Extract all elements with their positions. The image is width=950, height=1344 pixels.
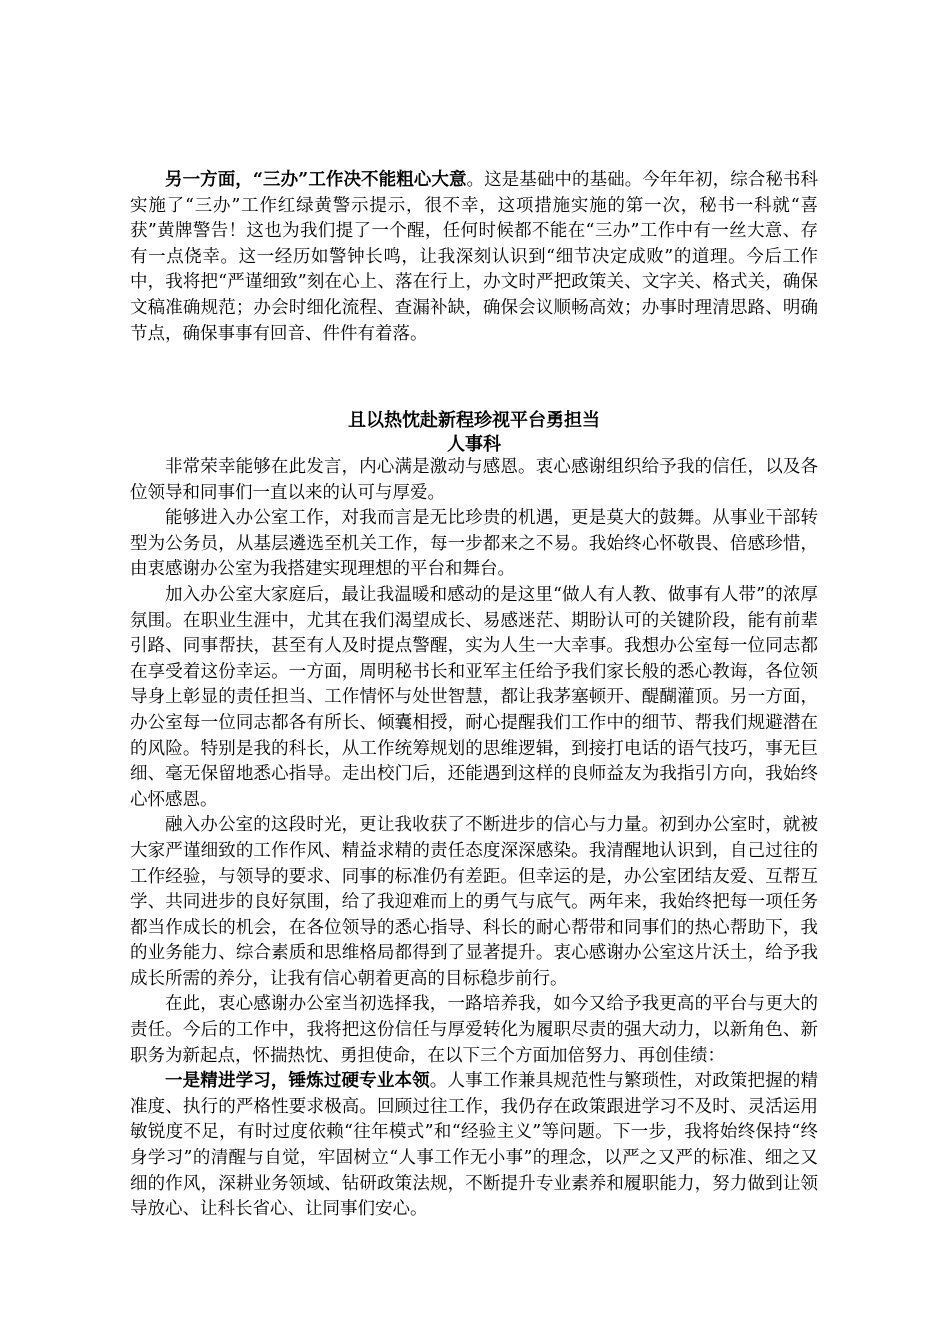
section-one	[130, 168, 818, 347]
paragraph-three-office-caution	[130, 168, 818, 347]
paragraph-point-one	[130, 1069, 818, 1223]
paragraph-opportunity: 能够进入办公室工作，对我而言是无比珍贵的机遇，更是莫大的鼓舞。从事业干部转型为公务员，从基层遴选至机关工作，每一步都来之不易。我始终心怀敬畏、倍感珍惜，由衷感谢办公室为我搭建实现理想的平台和舞台。	[130, 508, 818, 580]
paragraph-body: 。这是基础中的基础。今年年初，综合秘书科实施了“三办”工作红绿黄警示提示，很不幸，这项措施实施的第一次，秘书一科就“喜获”黄牌警告！这也为我们提了一个醒，任何时候都不能在“三办”工作中有一丝大意、存有一点侥幸。这一经历如警钟长鸣，让我深刻认识到“细节决定成败”的道理。今后工作中，我将把“严谨细致”刻在心上、落在行上，办文时严把政策关、文字关、格式关，确保文稿准确规范；办会时细化流程、查漏补缺，确保会议顺畅高效；办事时理清思路、明确节点，确保事事有回音、件件有着落。	[130, 170, 818, 344]
speech-body	[130, 455, 818, 1223]
point-one-lead-bold: 一是精进学习，锤炼过硬专业本领	[165, 1071, 430, 1092]
paragraph-lead-bold: 另一方面，“三办”工作决不能粗心大意	[165, 170, 467, 190]
speech-department: 人事科	[447, 434, 501, 455]
paragraph-opening: 非常荣幸能够在此发言，内心满是激动与感恩。衷心感谢组织给予我的信任，以及各位领导和同事们一直以来的认可与厚爱。	[130, 457, 818, 503]
paragraph-office-family: 加入办公室大家庭后，最让我温暖和感动的是这里“做人有人教、做事有人带”的浓厚氛围。在职业生涯中，尤其在我们渴望成长、易感迷茫、期盼认可的关键阶段，能有前辈引路、同事帮扶，甚至有人及时提点警醒，实为人生一大幸事。我想办公室每一位同志都在享受着这份幸运。一方面，周明秘书长和亚军主任给予我们家长般的悉心教诲，各位领导身上彰显的责任担当、工作情怀与处世智慧，都让我茅塞顿开、醍醐灌顶。另一方面，办公室每一位同志都各有所长、倾囊相授，耐心提醒我们工作中的细节、帮我们规避潜在的风险。特别是我的科长，从工作统筹规划的思维逻辑，到接打电话的语气技巧，事无巨细、毫无保留地悉心指导。走出校门后，还能遇到这样的良师益友为我指引方向，我始终心怀感恩。	[130, 584, 818, 810]
speech-title: 且以热忱赴新程珍视平台勇担当	[348, 410, 600, 431]
paragraph-growth: 融入办公室的这段时光，更让我收获了不断进步的信心与力量。初到办公室时，就被大家严谨细致的工作作风、精益求精的责任态度深深感染。我清醒地认识到，自己过往的工作经验，与领导的要求、同事的标准仍有差距。但幸运的是，办公室团结友爱、互帮互学、共同进步的良好氛围，给了我迎难而上的勇气与底气。两年来，我始终把每一项任务都当作成长的机会，在各位领导的悉心指导、科长的耐心帮带和同事们的热心帮助下，我的业务能力、综合素质和思维格局都得到了显著提升。衷心感谢办公室这片沃土，给予我成长所需的养分，让我有信心朝着更高的目标稳步前行。	[130, 815, 818, 989]
paragraph-commitment: 在此，衷心感谢办公室当初选择我，一路培养我，如今又给予我更高的平台与更大的责任。今后的工作中，我将把这份信任与厚爱转化为履职尽责的强大动力，以新角色、新职务为新起点，怀揣热忱、勇担使命，在以下三个方面加倍努力、再创佳绩：	[130, 994, 818, 1066]
point-one-body: 。人事工作兼具规范性与繁琐性，对政策把握的精准度、执行的严格性要求极高。回顾过往工作，我仍存在政策跟进学习不及时、灵活运用敏锐度不足，有时过度依赖“往年模式”和“经验主义”等问题。下一步，我将始终保持“终身学习”的清醒与自觉，牢固树立“人事工作无小事”的理念，以严之又严的标准、细之又细的作风，深耕业务领域、钻研政策法规，不断提升专业素养和履职能力，努力做到让领导放心、让科长省心、让同事们安心。	[130, 1071, 819, 1220]
